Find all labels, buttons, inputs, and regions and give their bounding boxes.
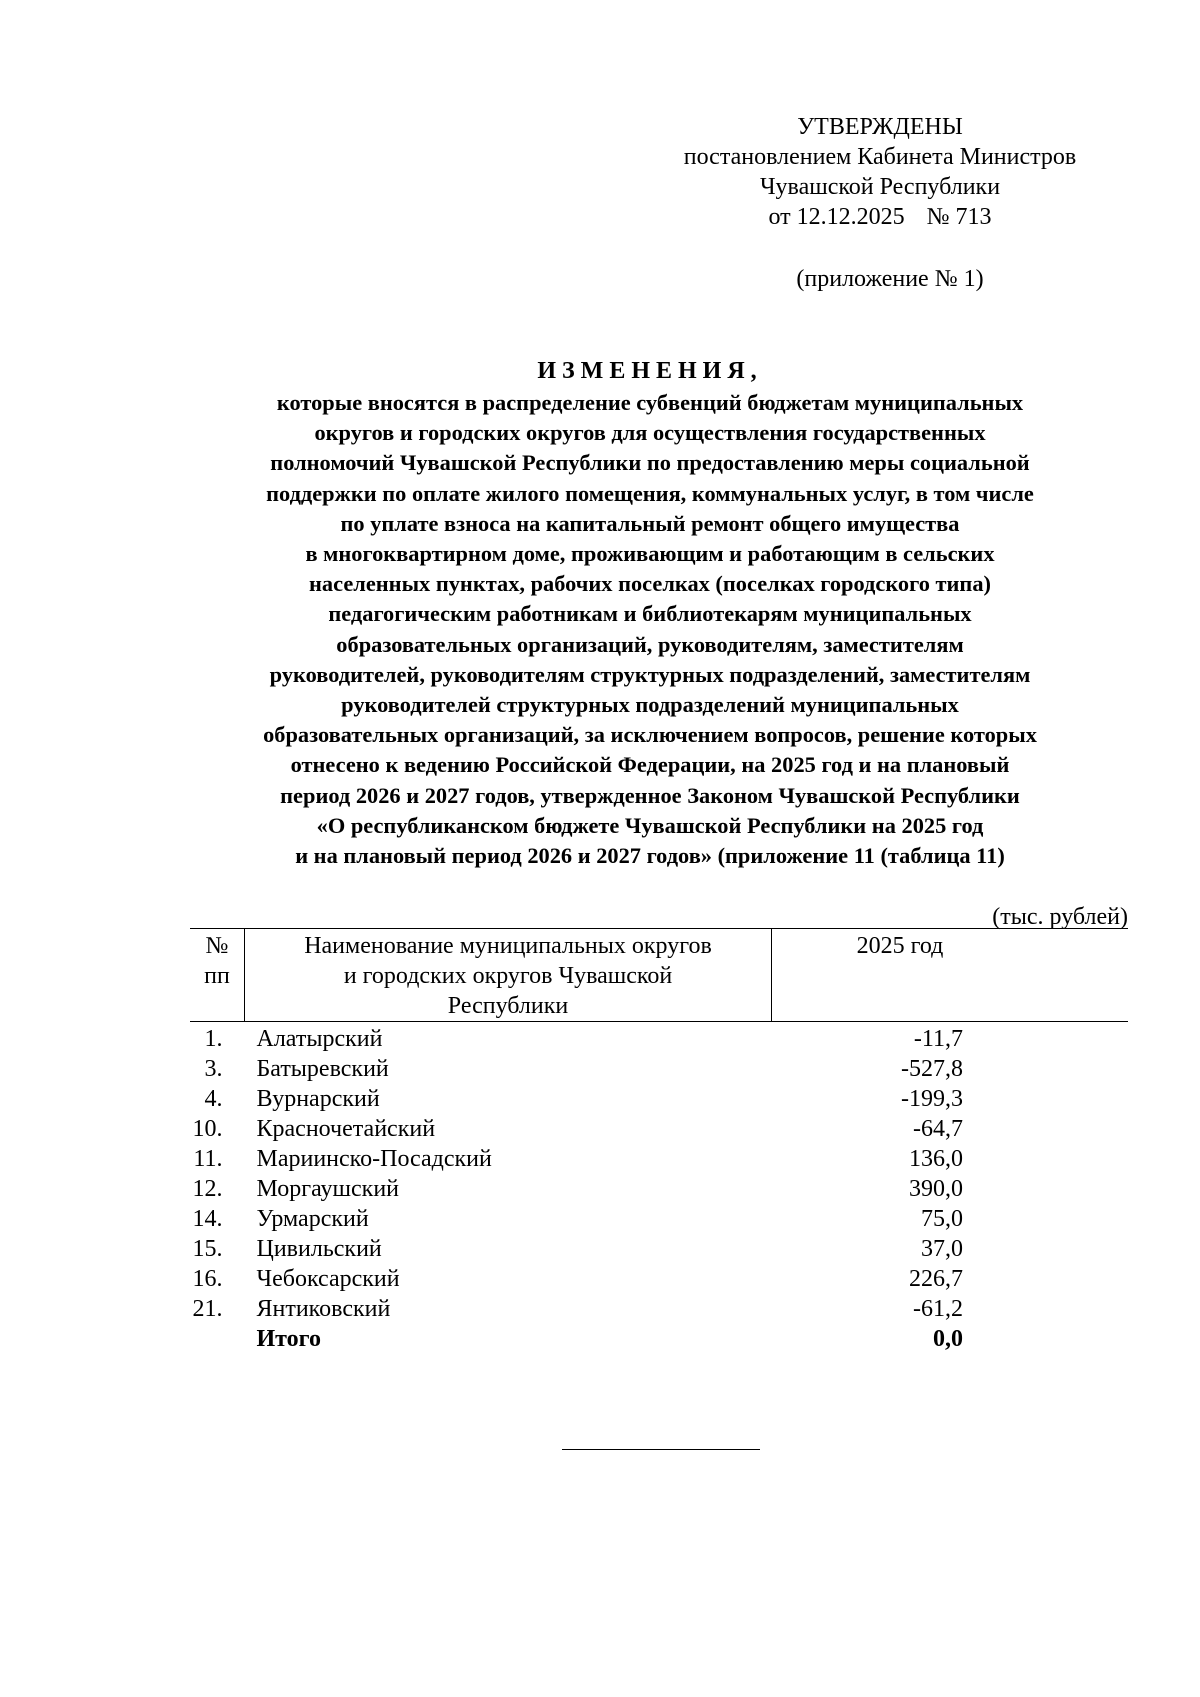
row-number: 11. (193, 1146, 223, 1172)
header-name (245, 929, 772, 1022)
total-number (190, 1324, 245, 1354)
row-name: Мариинско-Посадский (256, 1146, 492, 1172)
subtitle-line: населенных пунктах, рабочих поселках (поселках городского типа) (309, 571, 991, 597)
end-divider (562, 1449, 760, 1450)
header-number-line: пп (204, 963, 230, 989)
row-value: -61,2 (913, 1296, 963, 1322)
table-row (190, 1234, 1128, 1264)
row-value: 390,0 (909, 1176, 963, 1202)
table-body (190, 1022, 1128, 1355)
subtitle-line: руководителей структурных подразделений муниципальных (341, 692, 959, 718)
row-value: -527,8 (901, 1056, 963, 1082)
subtitle-line: руководителей, руководителям структурных подразделений, заместителям (269, 661, 1031, 687)
row-name: Вурнарский (256, 1086, 380, 1112)
table-row (190, 1022, 1128, 1055)
row-value: -64,7 (913, 1116, 963, 1142)
document-title: ИЗМЕНЕНИЯ, (537, 358, 763, 384)
approval-date-line (640, 202, 1120, 232)
header-name-line: и городских округов Чувашской (343, 963, 673, 989)
table-header-row (190, 929, 1128, 1022)
row-number: 16. (192, 1266, 223, 1292)
row-number: 12. (192, 1176, 223, 1202)
table-row (190, 1294, 1128, 1324)
document-subtitle (170, 388, 1130, 871)
subtitle-line: поддержки по оплате жилого помещения, коммунальных услуг, в том числе (266, 480, 1034, 506)
row-number: 14. (192, 1206, 223, 1232)
row-name: Урмарский (256, 1206, 369, 1232)
row-value: 226,7 (909, 1266, 963, 1292)
approval-block (640, 112, 1120, 232)
subtitle-line: «О республиканском бюджете Чувашской Республики на 2025 год (316, 812, 984, 838)
table-row (190, 1174, 1128, 1204)
header-value: 2025 год (772, 929, 1129, 1022)
table-row (190, 1114, 1128, 1144)
row-number: 3. (204, 1056, 223, 1082)
subtitle-line: и на плановый период 2026 и 2027 годов» (приложение 11 (таблица 11) (295, 843, 1005, 869)
row-name: Моргаушский (256, 1176, 399, 1202)
subtitle-line: образовательных организаций, за исключением вопросов, решение которых (263, 722, 1037, 748)
row-value: 37,0 (921, 1236, 963, 1262)
table-row (190, 1084, 1128, 1114)
header-name-line: Республики (447, 993, 569, 1019)
table-row (190, 1054, 1128, 1084)
table-row (190, 1264, 1128, 1294)
row-name: Батыревский (256, 1056, 389, 1082)
subtitle-line: полномочий Чувашской Республики по предоставлению меры социальной (270, 450, 1030, 476)
approval-line-republic: Чувашской Республики (759, 174, 1001, 200)
header-name-line: Наименование муниципальных округов (304, 933, 712, 959)
table-row (190, 1144, 1128, 1174)
subtitle-line: отнесено к ведению Российской Федерации, на 2025 год и на плановый (290, 752, 1010, 778)
subtitle-line: педагогическим работникам и библиотекарям муниципальных (328, 601, 972, 627)
total-row (190, 1324, 1128, 1354)
header-number (190, 929, 245, 1022)
row-number: 21. (192, 1296, 223, 1322)
approval-number: № 713 (926, 204, 992, 230)
row-number: 4. (204, 1086, 223, 1112)
table-header (190, 929, 1128, 1022)
row-value: 75,0 (921, 1206, 963, 1232)
total-label: Итого (256, 1326, 321, 1352)
row-number: 1. (204, 1026, 223, 1052)
total-value: 0,0 (933, 1326, 963, 1352)
subvention-table (190, 928, 1128, 1354)
row-number: 15. (192, 1236, 223, 1262)
subtitle-line: период 2026 и 2027 годов, утвержденное Законом Чувашской Республики (280, 782, 1020, 808)
row-name: Янтиковский (256, 1296, 391, 1322)
row-value: -199,3 (901, 1086, 963, 1112)
row-number: 10. (192, 1116, 223, 1142)
header-number-line: № (205, 933, 229, 959)
approval-heading: УТВЕРЖДЕНЫ (797, 114, 963, 140)
row-name: Алатырский (256, 1026, 383, 1052)
unit-note: (тыс. рублей) (992, 904, 1128, 930)
subtitle-line: которые вносятся в распределение субвенций бюджетам муниципальных (276, 390, 1024, 415)
row-name: Красночетайский (256, 1116, 436, 1142)
row-name: Чебоксарский (256, 1266, 400, 1292)
subtitle-line: округов и городских округов для осуществления государственных (314, 420, 986, 446)
row-value: 136,0 (909, 1146, 963, 1172)
subtitle-line: по уплате взноса на капитальный ремонт общего имущества (340, 510, 960, 536)
row-value: -11,7 (913, 1026, 963, 1052)
approval-date: от 12.12.2025 (768, 204, 905, 230)
subtitle-line: в многоквартирном доме, проживающим и работающим в сельских (305, 541, 995, 567)
table-row (190, 1204, 1128, 1234)
row-name: Цивильский (256, 1236, 382, 1262)
approval-line-resolution: постановлением Кабинета Министров (683, 144, 1077, 170)
appendix-note: (приложение № 1) (796, 266, 984, 292)
subtitle-line: образовательных организаций, руководителям, заместителям (336, 631, 964, 657)
